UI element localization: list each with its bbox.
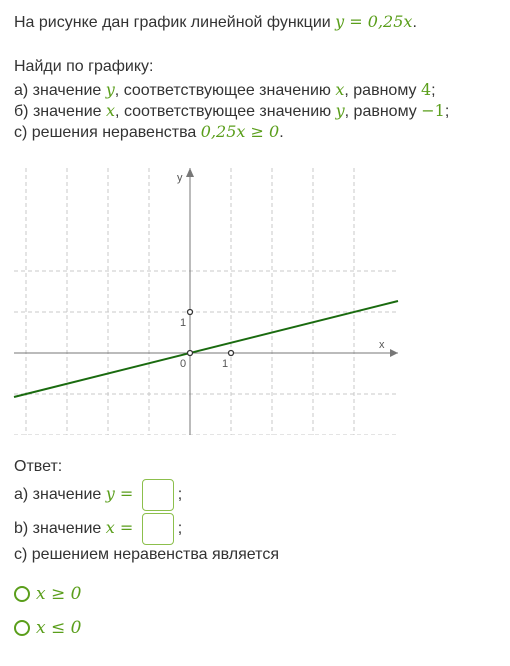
function-line [14, 301, 398, 397]
answer-a-row: а) значение y = ; [14, 478, 182, 511]
grid [14, 168, 398, 435]
option-x-leq-0[interactable]: x ≤ 0 [14, 618, 81, 638]
option-x-geq-0[interactable]: x ≥ 0 [14, 584, 81, 604]
task-intro: На рисунке дан график линейной функции y = 0,25x. [14, 12, 417, 31]
answer-title: Ответ: [14, 458, 63, 475]
task-c: с) решения неравенства 0,25x ≥ 0. [14, 122, 284, 141]
y-tick-point [188, 310, 193, 315]
radio-icon[interactable] [14, 620, 30, 636]
radio-icon[interactable] [14, 586, 30, 602]
axes [14, 168, 398, 435]
x-tick-point [229, 351, 234, 356]
function-equation: y = 0,25x [335, 12, 413, 31]
origin-label: 0 [180, 358, 187, 370]
answer-c-label: с) решением неравенства является [14, 546, 279, 563]
answer-b-row: b) значение x = ; [14, 512, 182, 545]
task-b: б) значение x, соответствующее значению y, равному −1; [14, 101, 450, 120]
x-axis-arrow-icon [390, 349, 398, 357]
answer-b-input[interactable] [142, 513, 174, 545]
y-axis-arrow-icon [186, 168, 194, 177]
x-tick-label: 1 [222, 358, 229, 370]
answer-a-input[interactable] [142, 479, 174, 511]
y-tick-label: 1 [180, 317, 187, 329]
y-axis-label: y [177, 172, 183, 184]
intro-text: На рисунке дан график линейной функции [14, 14, 331, 31]
find-label: Найди по графику: [14, 58, 154, 75]
x-axis-label: x [379, 339, 385, 351]
origin-point [188, 351, 193, 356]
task-a: а) значение y, соответствующее значению x, равному 4; [14, 80, 436, 99]
function-graph [0, 160, 410, 435]
